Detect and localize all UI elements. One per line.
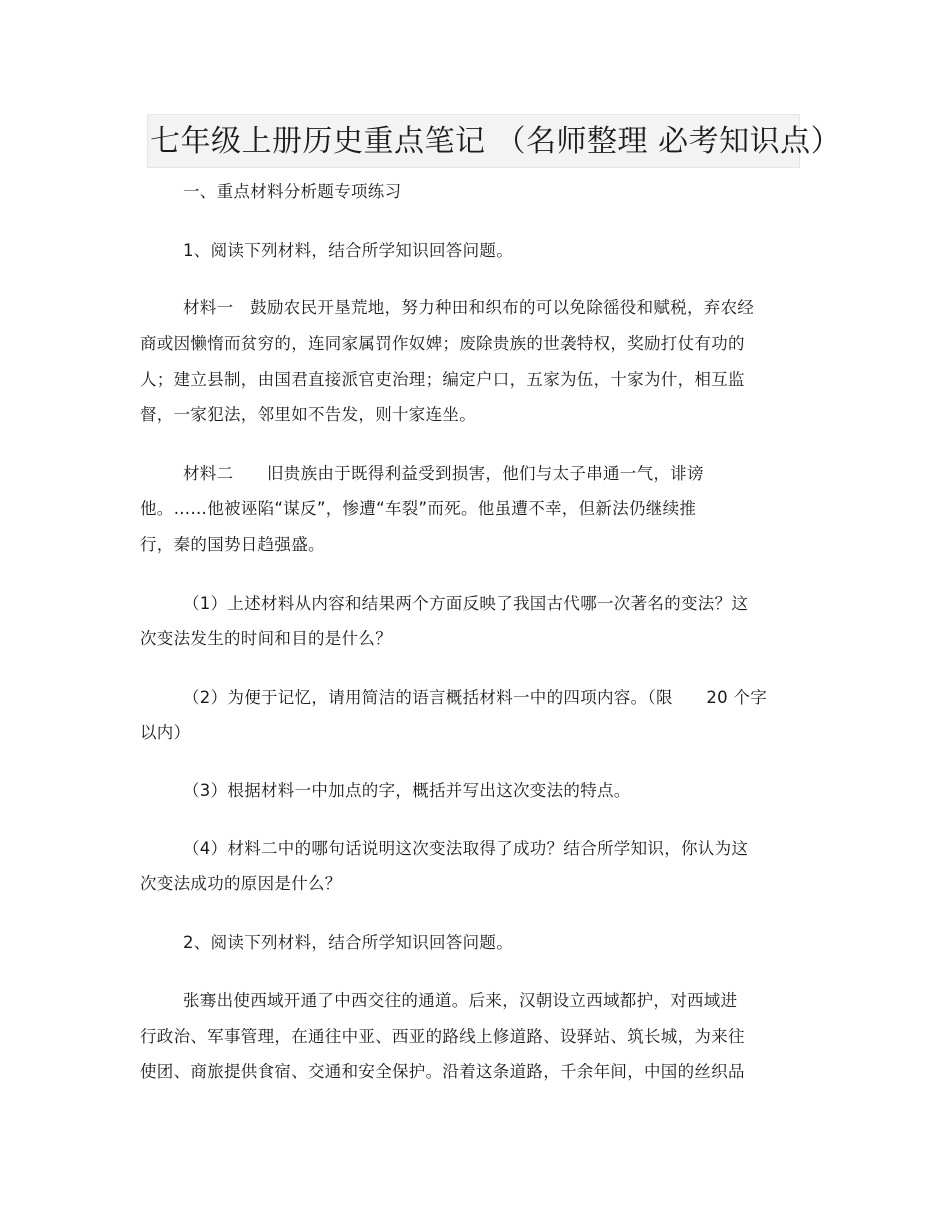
question-1-2: （2）为便于记忆，请用简洁的语言概括材料一中的四项内容。（限 20 个字: [183, 688, 768, 707]
section-heading: 一、重点材料分析题专项练习: [183, 182, 402, 201]
page-title: 七年级上册历史重点笔记 （名师整理 必考知识点）: [150, 124, 842, 159]
material-3-line: 行政治、军事管理，在通往中亚、西亚的路线上修道路、设驿站、筑长城，为来往: [140, 1027, 745, 1046]
material-1-line: 督，一家犯法，邻里如不告发，则十家连坐。: [140, 405, 476, 424]
material-1-line: 商或因懒惰而贫穷的，连同家属罚作奴婢；废除贵族的世袭特权，奖励打仗有功的: [140, 334, 745, 353]
question-1-4-cont: 次变法成功的原因是什么？: [140, 874, 342, 893]
question-1-4: （4）材料二中的哪句话说明这次变法取得了成功？结合所学知识，你认为这: [183, 839, 749, 858]
question-2-intro: 2、阅读下列材料，结合所学知识回答问题。: [183, 933, 513, 952]
question-1-1: （1）上述材料从内容和结果两个方面反映了我国古代哪一次著名的变法？这: [183, 594, 749, 613]
question-1-intro: 1、阅读下列材料，结合所学知识回答问题。: [183, 241, 513, 260]
material-2-line: 行，秦的国势日趋强盛。: [140, 535, 325, 554]
material-2-line: 他。……他被诬陷“谋反”，惨遭“车裂”而死。他虽遭不幸，但新法仍继续推: [140, 499, 697, 518]
question-1-2-cont: 以内）: [140, 723, 191, 742]
material-1-line: 人；建立县制，由国君直接派官吏治理；编定户口，五家为伍，十家为什，相互监: [140, 370, 745, 389]
question-1-3: （3）根据材料一中加点的字，概括并写出这次变法的特点。: [183, 781, 631, 800]
material-3-line: 使团、商旅提供食宿、交通和安全保护。沿着这条道路，千余年间，中国的丝织品: [140, 1062, 745, 1081]
material-2-line: 材料二 旧贵族由于既得利益受到损害，他们与太子串通一气，诽谤: [183, 464, 704, 483]
material-1-line: 材料一 鼓励农民开垦荒地，努力种田和织布的可以免除徭役和赋税，弃农经: [183, 298, 755, 317]
question-1-1-cont: 次变法发生的时间和目的是什么？: [140, 629, 392, 648]
material-3-line: 张骞出使西域开通了中西交往的通道。后来，汉朝设立西域都护，对西域进: [183, 991, 738, 1010]
